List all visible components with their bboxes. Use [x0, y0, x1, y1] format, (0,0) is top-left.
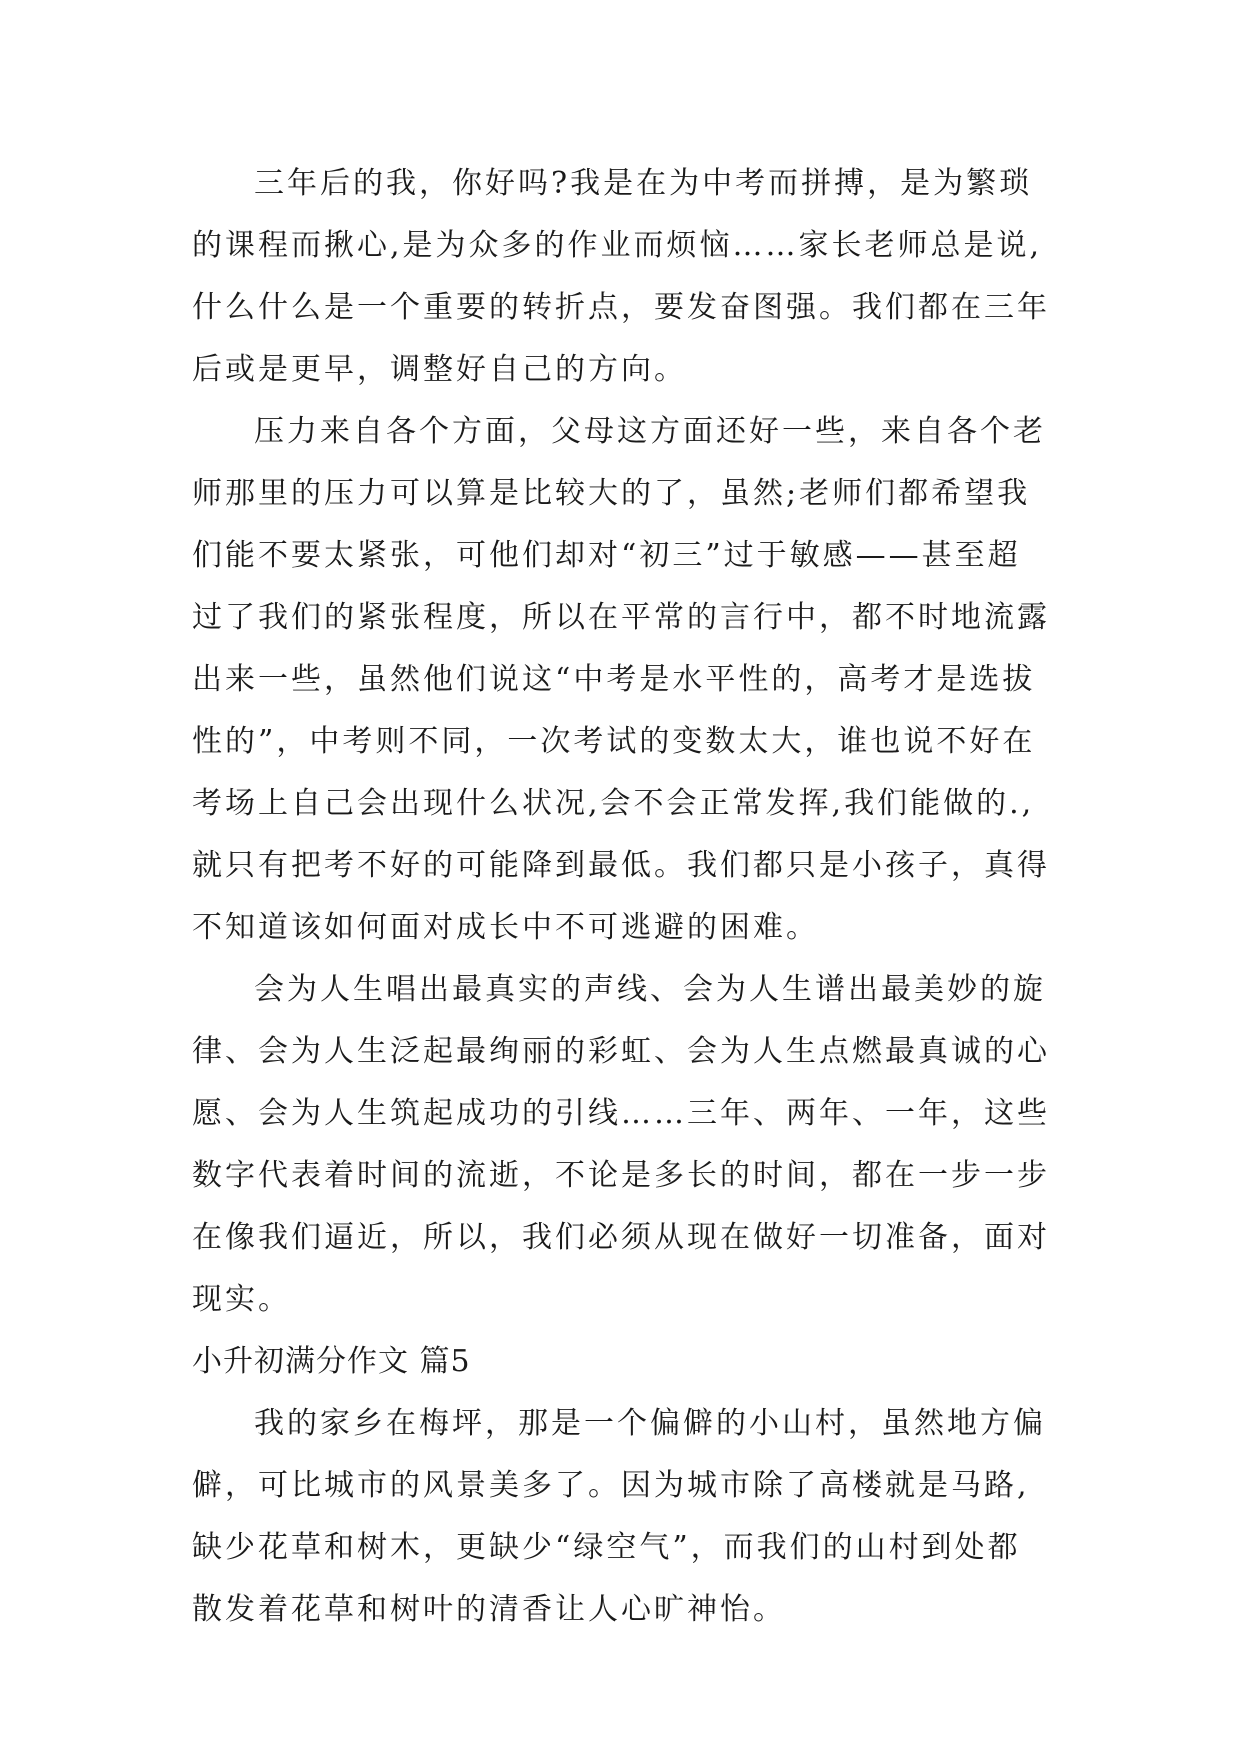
paragraph-line: 在像我们逼近，所以，我们必须从现在做好一切准备，面对	[192, 1220, 1050, 1255]
paragraph-line: 性的”，中考则不同，一次考试的变数太大，谁也说不好在	[192, 724, 1036, 759]
paragraph-line: 愿、会为人生筑起成功的引线……三年、两年、一年，这些	[192, 1096, 1050, 1131]
paragraph-line: 律、会为人生泛起最绚丽的彩虹、会为人生点燃最真诚的心	[192, 1034, 1050, 1069]
paragraph-3	[192, 959, 1050, 1331]
paragraph-line: 师那里的压力可以算是比较大的了，虽然;老师们都希望我	[192, 476, 1031, 511]
paragraph-2	[192, 401, 1050, 959]
paragraph-line: 压力来自各个方面，父母这方面还好一些，来自各个老	[254, 414, 1046, 449]
paragraph-line: 我的家乡在梅坪，那是一个偏僻的小山村，虽然地方偏	[254, 1406, 1046, 1441]
paragraph-line: 后或是更早，调整好自己的方向。	[192, 352, 687, 387]
paragraph-line: 会为人生唱出最真实的声线、会为人生谱出最美妙的旋	[254, 972, 1046, 1007]
paragraph-line: 散发着花草和树叶的清香让人心旷神怡。	[192, 1592, 786, 1627]
paragraph-line: 缺少花草和树木，更缺少“绿空气”，而我们的山村到处都	[192, 1530, 1021, 1565]
paragraph-line: 数字代表着时间的流逝，不论是多长的时间，都在一步一步	[192, 1158, 1050, 1193]
paragraph-line: 僻，可比城市的风景美多了。因为城市除了高楼就是马路,	[192, 1468, 1030, 1503]
paragraph-line: 就只有把考不好的可能降到最低。我们都只是小孩子，真得	[192, 848, 1050, 883]
paragraph-line: 现实。	[192, 1282, 291, 1317]
paragraph-line: 考场上自己会出现什么状况,会不会正常发挥,我们能做的.,	[192, 786, 1035, 821]
paragraph-line: 的课程而揪心,是为众多的作业而烦恼……家长老师总是说,	[192, 228, 1043, 263]
section-heading: 小升初满分作文 篇5	[192, 1344, 471, 1379]
paragraph-line: 出来一些，虽然他们说这“中考是水平性的，高考才是选拔	[192, 662, 1036, 697]
document-body	[192, 153, 1050, 1641]
paragraph-1	[192, 153, 1050, 401]
paragraph-4	[192, 1393, 1050, 1641]
paragraph-line: 们能不要太紧张，可他们却对“初三”过于敏感——甚至超	[192, 538, 1021, 573]
paragraph-line: 三年后的我，你好吗?我是在为中考而拼搏，是为繁琐	[254, 166, 1033, 201]
paragraph-line: 过了我们的紧张程度，所以在平常的言行中，都不时地流露	[192, 600, 1050, 635]
paragraph-line: 不知道该如何面对成长中不可逃避的困难。	[192, 910, 819, 945]
paragraph-line: 什么什么是一个重要的转折点，要发奋图强。我们都在三年	[192, 290, 1050, 325]
